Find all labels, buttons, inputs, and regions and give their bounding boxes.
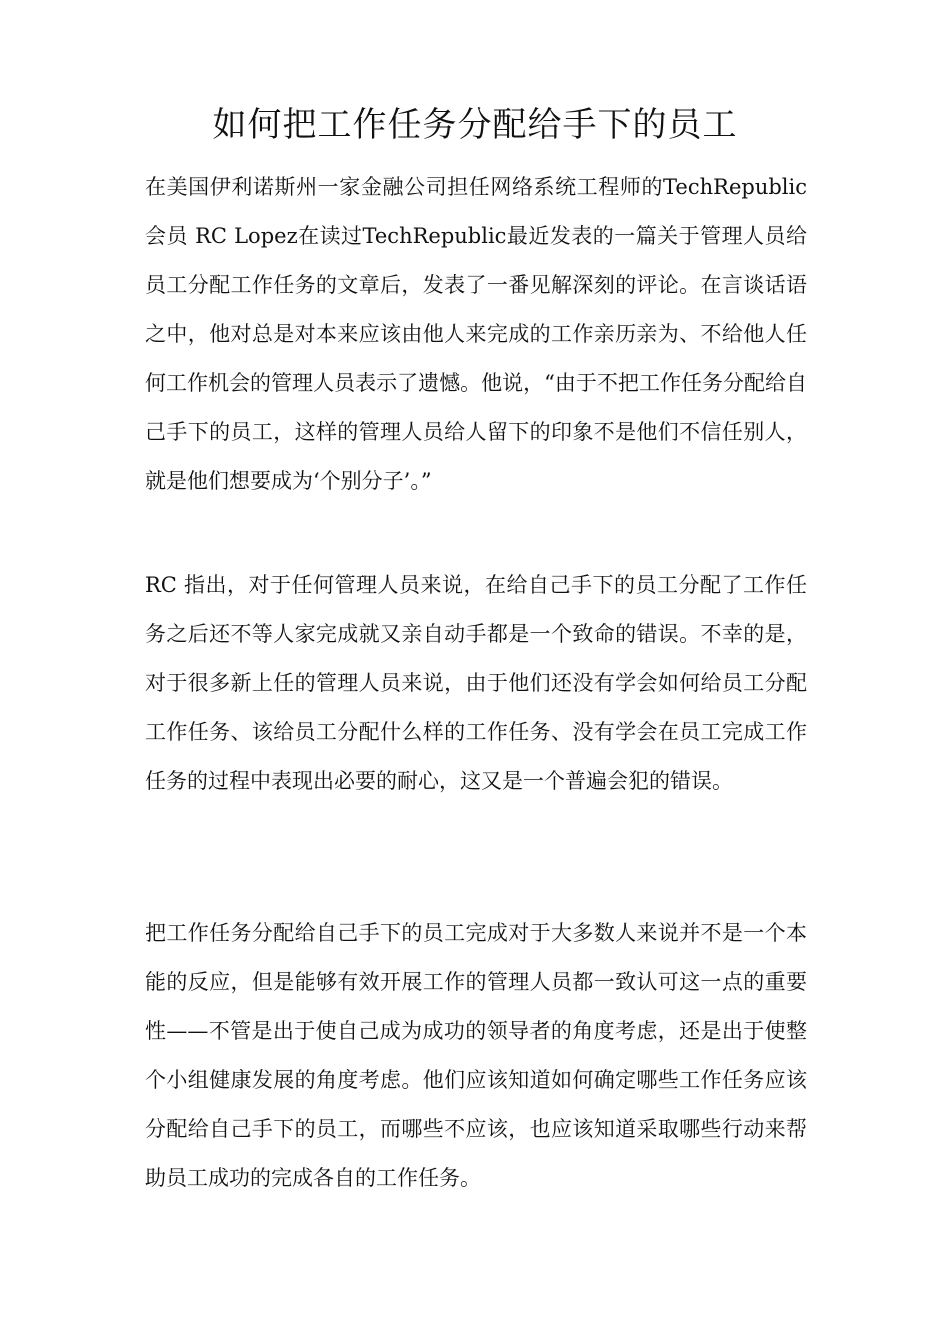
- document-title: 如何把工作任务分配给手下的员工: [212, 105, 738, 145]
- paragraph-2: RC 指出，对于任何管理人员来说，在给自己手下的员工分配了工作任务之后还不等人家完成就又亲自动手都是一个致命的错误。不幸的是，对于很多新上任的管理人员来说，由于他们还没有学会如何给员工分配工作任务、该给员工分配什么样的工作任务、没有学会在员工完成工作任务的过程中表现出必要的耐心，这又是一个普遍会犯的错误。: [145, 573, 807, 793]
- paragraph-3: 把工作任务分配给自己手下的员工完成对于大多数人来说并不是一个本能的反应，但是能够有效开展工作的管理人员都一致认可这一点的重要性——不管是出于使自己成为成功的领导者的角度考虑，还是出于使整个小组健康发展的角度考虑。他们应该知道如何确定哪些工作任务应该分配给自己手下的员工，而哪些不应该，也应该知道采取哪些行动来帮助员工成功的完成各自的工作任务。: [145, 921, 807, 1190]
- paragraph-1: 在美国伊利诺斯州一家金融公司担任网络系统工程师的TechRepublic会员 RC Lopez在读过TechRepublic最近发表的一篇关于管理人员给员工分配工作任务的文章后，发表了一番见解深刻的评论。在言谈话语之中，他对总是对本来应该由他人来完成的工作亲历亲为、不给他人任何工作机会的管理人员表示了遗憾。他说，“由于不把工作任务分配给自己手下的员工，这样的管理人员给人留下的印象不是他们不信任别人，就是他们想要成为‘个别分子’。”: [145, 175, 807, 493]
